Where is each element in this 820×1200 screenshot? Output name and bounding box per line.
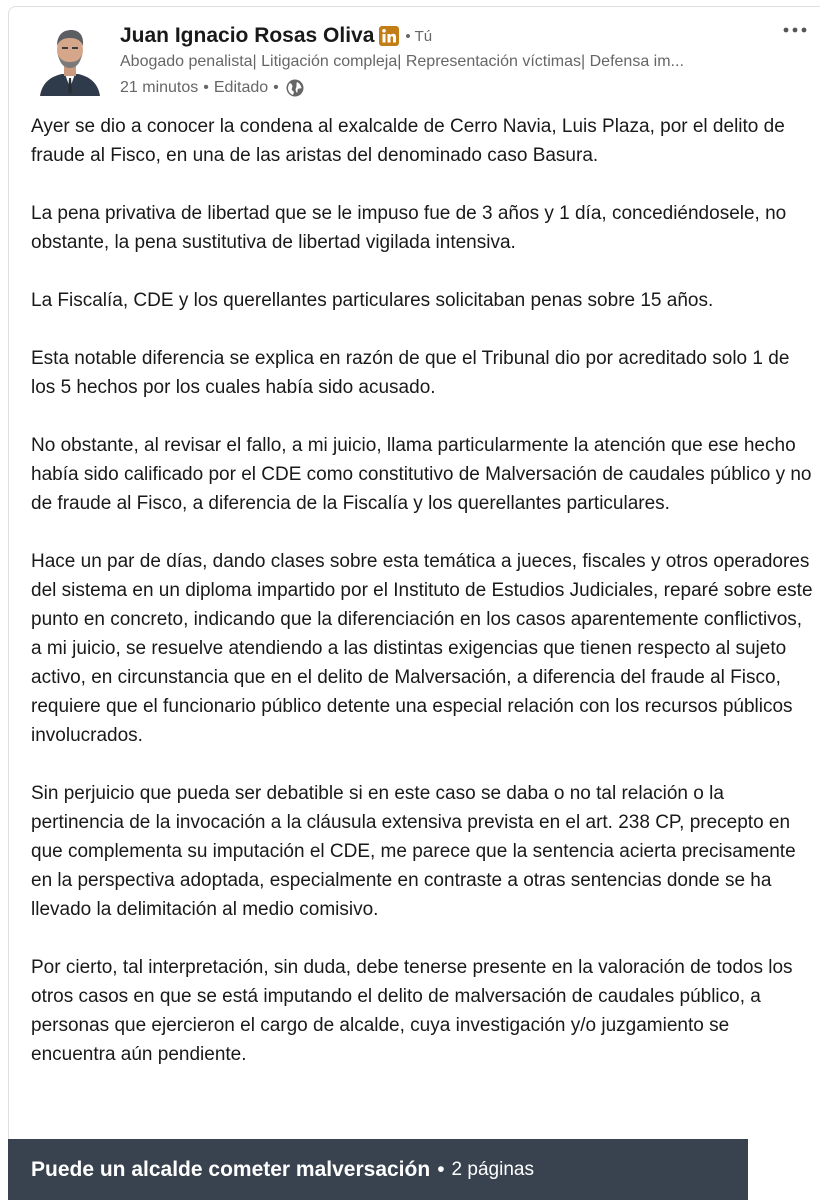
edited-label: Editado [213,79,269,96]
more-options-button[interactable] [781,20,809,40]
meta-separator: • [203,79,209,96]
more-icon [782,26,808,34]
post-paragraph: No obstante, al revisar el fallo, a mi juicio, llama particularmente la atención que ese hecho había sido calificado por el CDE como constitutivo de Malversación de caudales público y no de fraude al Fisco, a diferencia de la Fiscalía y los querellantes particulares. [31,435,812,514]
post-time: 21 minutos [120,79,199,96]
author-row [120,24,432,48]
document-page-count: 2 páginas [451,1158,534,1180]
post-paragraph: La pena privativa de libertad que se le impuso fue de 3 años y 1 día, concediéndosele, no obstante, la pena sustitutiva de libertad vigilada intensiva. [31,203,787,253]
post-paragraph: La Fiscalía, CDE y los querellantes particulares solicitaban penas sobre 15 años. [31,290,714,311]
meta-separator: • [273,79,279,96]
linkedin-icon [379,26,399,46]
document-separator: • [437,1157,445,1181]
post-paragraph: Sin perjuicio que pueda ser debatible si en este caso se daba o no tal relación o la pertinencia de la invocación a la cláusula extensiva prevista en el art. 238 CP, precepto en que complementa su imputación el CDE, me parece que la sentencia acierta precisamente en la perspectiva adoptada, especialmente en contraste a otras sentencias donde se ha llevado la delimitación al medio comisivo. [31,783,796,920]
post-body [31,112,817,1069]
avatar[interactable] [38,22,102,96]
document-attachment-bar[interactable] [8,1139,748,1200]
post-paragraph: Ayer se dio a conocer la condena al exalcalde de Cerro Navia, Luis Plaza, por el delito de fraude al Fisco, en una de las aristas del denominado caso Basura. [31,116,785,166]
post-paragraph: Hace un par de días, dando clases sobre esta temática a jueces, fiscales y otros operadores del sistema en un diploma impartido por el Instituto de Estudios Judiciales, reparé sobre este punto en concreto, indicando que la diferenciación en los casos aparentemente conflictivos, a mi juicio, se resuelve atendiendo a las distintas exigencias que tienen respecto al sujeto activo, en circunstancia que en el delito de Malversación, a diferencia del fraude al Fisco, requiere que el funcionario público detente una especial relación con los recursos públicos involucrados. [31,551,813,746]
document-title: Puede un alcalde cometer malversación [31,1157,431,1181]
author-name[interactable]: Juan Ignacio Rosas Oliva [120,24,375,47]
post-meta [120,78,305,98]
post-paragraph: Por cierto, tal interpretación, sin duda, debe tenerse presente en la valoración de todos los otros casos en que se está imputando el delito de malversación de caudales público, a personas que ejercieron el cargo de alcalde, cuya investigación y/o juzgamiento se encuentra aún pendiente. [31,957,793,1065]
post-paragraph: Esta notable diferencia se explica en razón de que el Tribunal dio por acreditado solo 1 de los 5 hechos por los cuales había sido acusado. [31,348,790,398]
author-headline: Abogado penalista| Litigación compleja| Representación víctimas| Defensa im... [120,53,684,70]
globe-icon [285,78,305,98]
you-label: • Tú [405,27,433,45]
